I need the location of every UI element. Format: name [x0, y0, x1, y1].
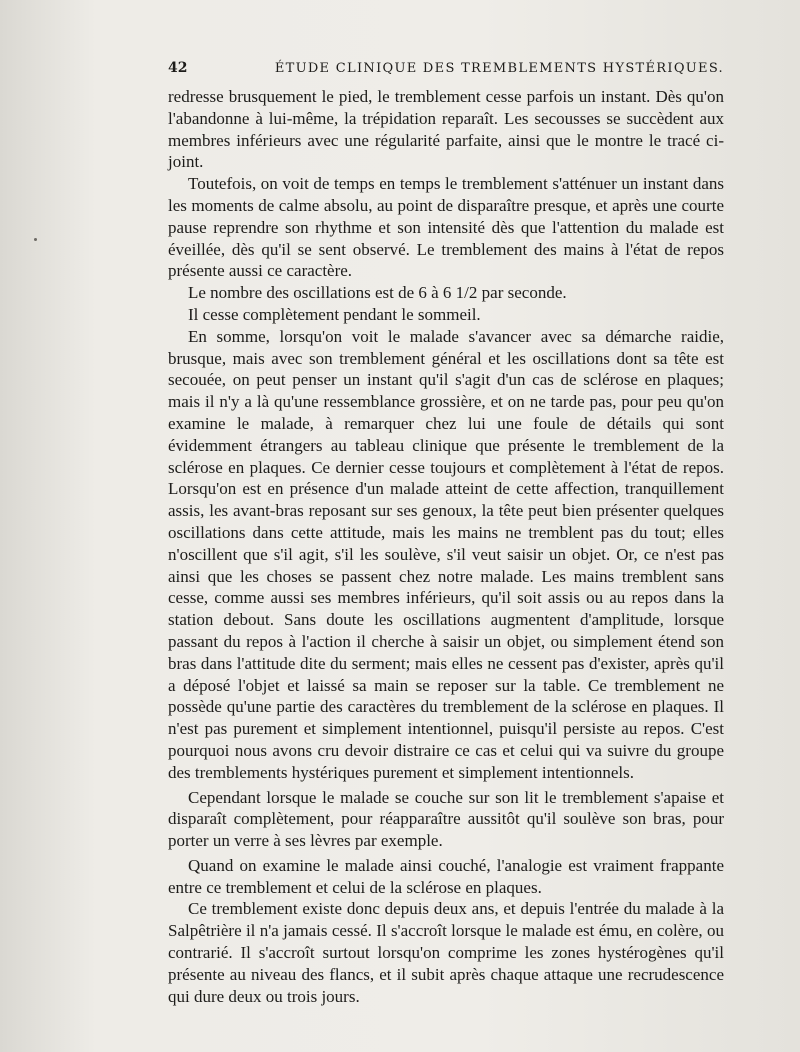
- page-header: [168, 60, 724, 82]
- paragraph-6: Cependant lorsque le malade se couche sur son lit le tremblement s'apaise et disparaît complètement, pour réapparaître aussitôt qu'il soulève son bras, pour porter un verre à ses lèvres par exemple.: [168, 787, 724, 851]
- paragraph-4: Il cesse complètement pendant le sommeil.: [188, 304, 481, 324]
- paragraph-5: En somme, lorsqu'on voit le malade s'avancer avec sa démarche raidie, brusque, mais avec son tremblement général et les oscillations dont sa tête est secouée, on peut penser un instant qu'il s'agit d'un cas de sclérose en plaques; mais il n'y a là qu'une ressemblance grossière, et on ne tarde pas, pour peu qu'on examine le malade, à remarquer chez lui une foule de détails qui sont évidemment étrangers au tableau clinique que présente le tremblement de la sclérose en plaques. Ce dernier cesse toujours et complètement à l'état de repos. Lorsqu'on est en présence d'un malade atteint de cette affection, tranquillement assis, les avant-bras reposant sur ses genoux, la tête peut bien présenter quelques oscillations dans cette attitude, mais les mains ne tremblent pas du tout; elles n'oscillent que s'il agit, s'il les soulève, s'il veut saisir un objet. Or, ce n'est pas ainsi que les choses se passent chez notre malade. Les mains tremblent sans cesse, comme aussi ses membres inférieurs, qu'il soit assis ou au repos dans la station debout. Sans doute les oscillations augmentent d'amplitude, lorsque passant du repos à l'action il cherche à saisir un objet, ou simplement étend son bras dans l'attitude dite du serment; mais elles ne cessent pas d'exister, après qu'il a déposé l'objet et laissé sa main se reposer sur la table. Ce tremblement ne possède qu'une partie des caractères du tremblement de la sclérose en plaques. Il n'est pas purement et simplement intentionnel, puisqu'il persiste au repos. C'est pourquoi nous avons cru devoir distraire ce cas et celui qui va suivre du groupe des tremblements hystériques purement et simplement intentionnels.: [168, 326, 724, 782]
- paragraph-8: Ce tremblement existe donc depuis deux ans, et depuis l'entrée du malade à la Salpêtrière il n'a jamais cessé. Il s'accroît lorsque le malade est ému, en colère, ou contrarié. Il s'accroît surtout lorsqu'on comprime les zones hystérogènes qu'il présente au niveau des flancs, et il subit après chaque attaque une recrudescence qui dure deux ou trois jours.: [168, 899, 724, 1006]
- paragraph-1: redresse brusquement le pied, le tremblement cesse parfois un instant. Dès qu'on l'abandonne à lui-même, la trépidation reparaît. Les secousses se succèdent aux membres inférieurs avec une régularité parfaite, ainsi que le montre le tracé ci-joint.: [168, 87, 724, 172]
- running-title: ÉTUDE CLINIQUE DES TREMBLEMENTS HYSTÉRIQUES.: [274, 61, 724, 76]
- margin-speck: [34, 238, 37, 241]
- body-text: [168, 86, 724, 1007]
- paragraph-7: Quand on examine le malade ainsi couché, l'analogie est vraiment frappante entre ce tremblement et celui de la sclérose en plaques.: [168, 855, 724, 897]
- page-number: 42: [168, 60, 188, 76]
- paragraph-3: Le nombre des oscillations est de 6 à 6 1/2 par seconde.: [188, 283, 567, 303]
- paragraph-2: Toutefois, on voit de temps en temps le tremblement s'atténuer un instant dans les moments de calme absolu, au point de disparaître presque, et après une courte pause reprendre son rhythme et son intensité dès que l'attention du malade est éveillée, dès qu'il se sent observé. Le tremblement des mains à l'état de repos présente aussi ce caractère.: [168, 174, 724, 281]
